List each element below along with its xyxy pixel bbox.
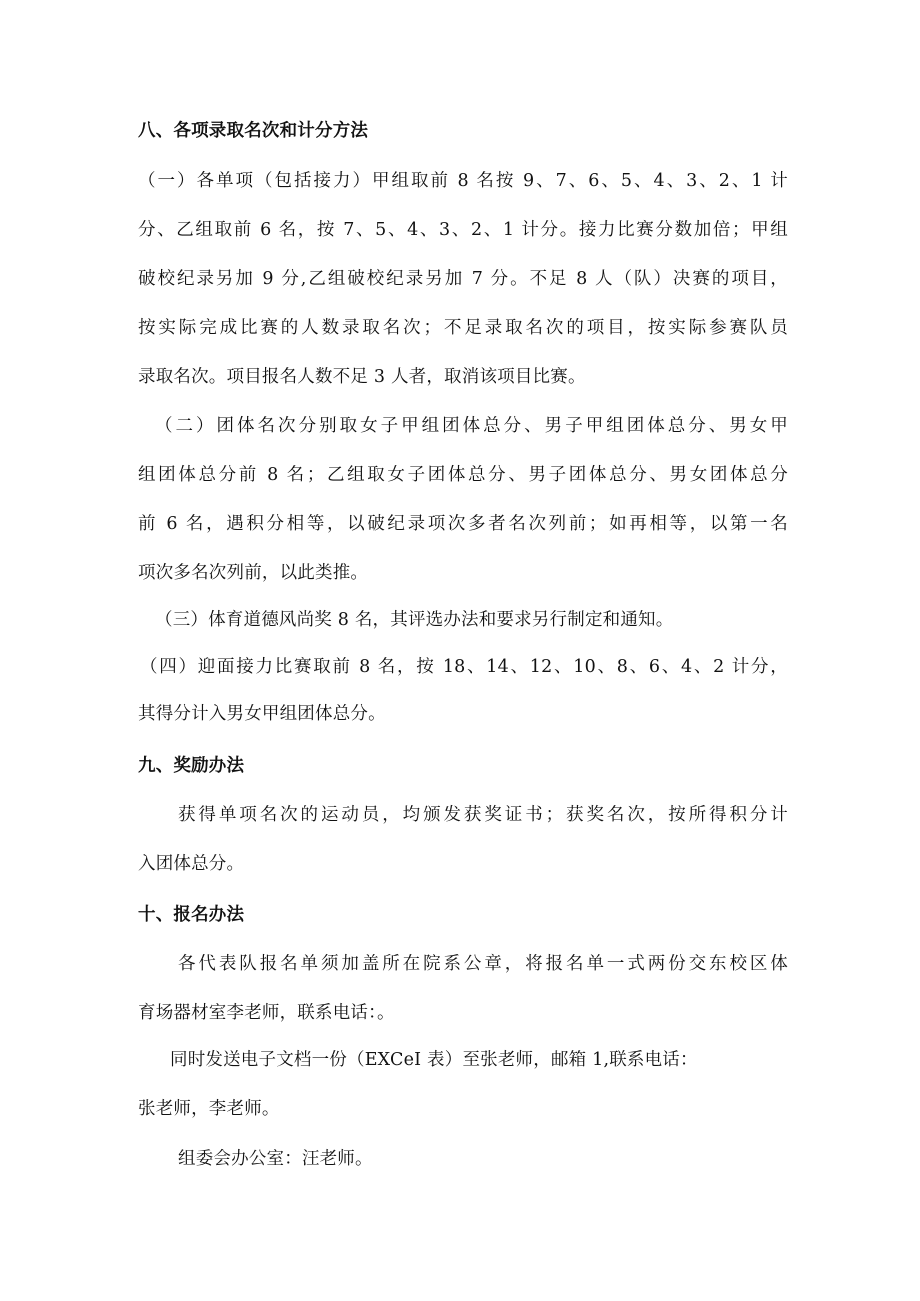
section-10-paragraph-3: 组委会办公室：汪老师。 (178, 1149, 373, 1169)
paragraph-line: 张老师，李老师。 (138, 1099, 280, 1119)
paragraph-line: 按实际完成比赛的人数录取名次；不足录取名次的项目，按实际参赛队员 (138, 318, 788, 338)
paragraph-line: 入团体总分。 (138, 854, 245, 874)
paragraph-line: （四）迎面接力比赛取前 8 名，按 18、14、12、10、8、6、4、2 计分， (140, 657, 788, 677)
section-9-heading: 九、奖励办法 (138, 756, 245, 776)
paragraph-line: 项次多名次列前，以此类推。 (138, 563, 369, 583)
paragraph-line: 分、乙组取前 6 名，按 7、5、4、3、2、1 计分。接力比赛分数加倍；甲组 (138, 220, 788, 240)
paragraph-line: 录取名次。项目报名人数不足 3 人者，取消该项目比赛。 (138, 367, 586, 387)
section-8-heading: 八、各项录取名次和计分方法 (138, 121, 369, 141)
paragraph-line: 育场器材室李老师，联系电话：。 (138, 1003, 395, 1023)
paragraph-line: 同时发送电子文档一份（EXCeI 表）至张老师，邮箱 1,联系电话： (170, 1050, 698, 1070)
paragraph-line: 获得单项名次的运动员，均颁发获奖证书；获奖名次，按所得积分计 (178, 805, 788, 825)
paragraph-line: 前 6 名，遇积分相等，以破纪录项次多者名次列前；如再相等，以第一名 (138, 514, 788, 534)
paragraph-line: 组团体总分前 8 名；乙组取女子团体总分、男子团体总分、男女团体总分 (138, 465, 788, 485)
section-10-heading: 十、报名办法 (138, 905, 245, 925)
paragraph-line: 破校纪录另加 9 分,乙组破校纪录另加 7 分。不足 8 人（队）决赛的项目， (138, 269, 788, 289)
paragraph-line: （二）团体名次分别取女子甲组团体总分、男子甲组团体总分、男女甲 (155, 416, 788, 436)
paragraph-line: （一）各单项（包括接力）甲组取前 8 名按 9、7、6、5、4、3、2、1 计 (138, 171, 788, 191)
paragraph-line: 各代表队报名单须加盖所在院系公章，将报名单一式两份交东校区体 (178, 954, 788, 974)
paragraph-line: 其得分计入男女甲组团体总分。 (138, 704, 386, 724)
section-8-paragraph-3: （三）体育道德风尚奖 8 名，其评选办法和要求另行制定和通知。 (155, 610, 674, 630)
